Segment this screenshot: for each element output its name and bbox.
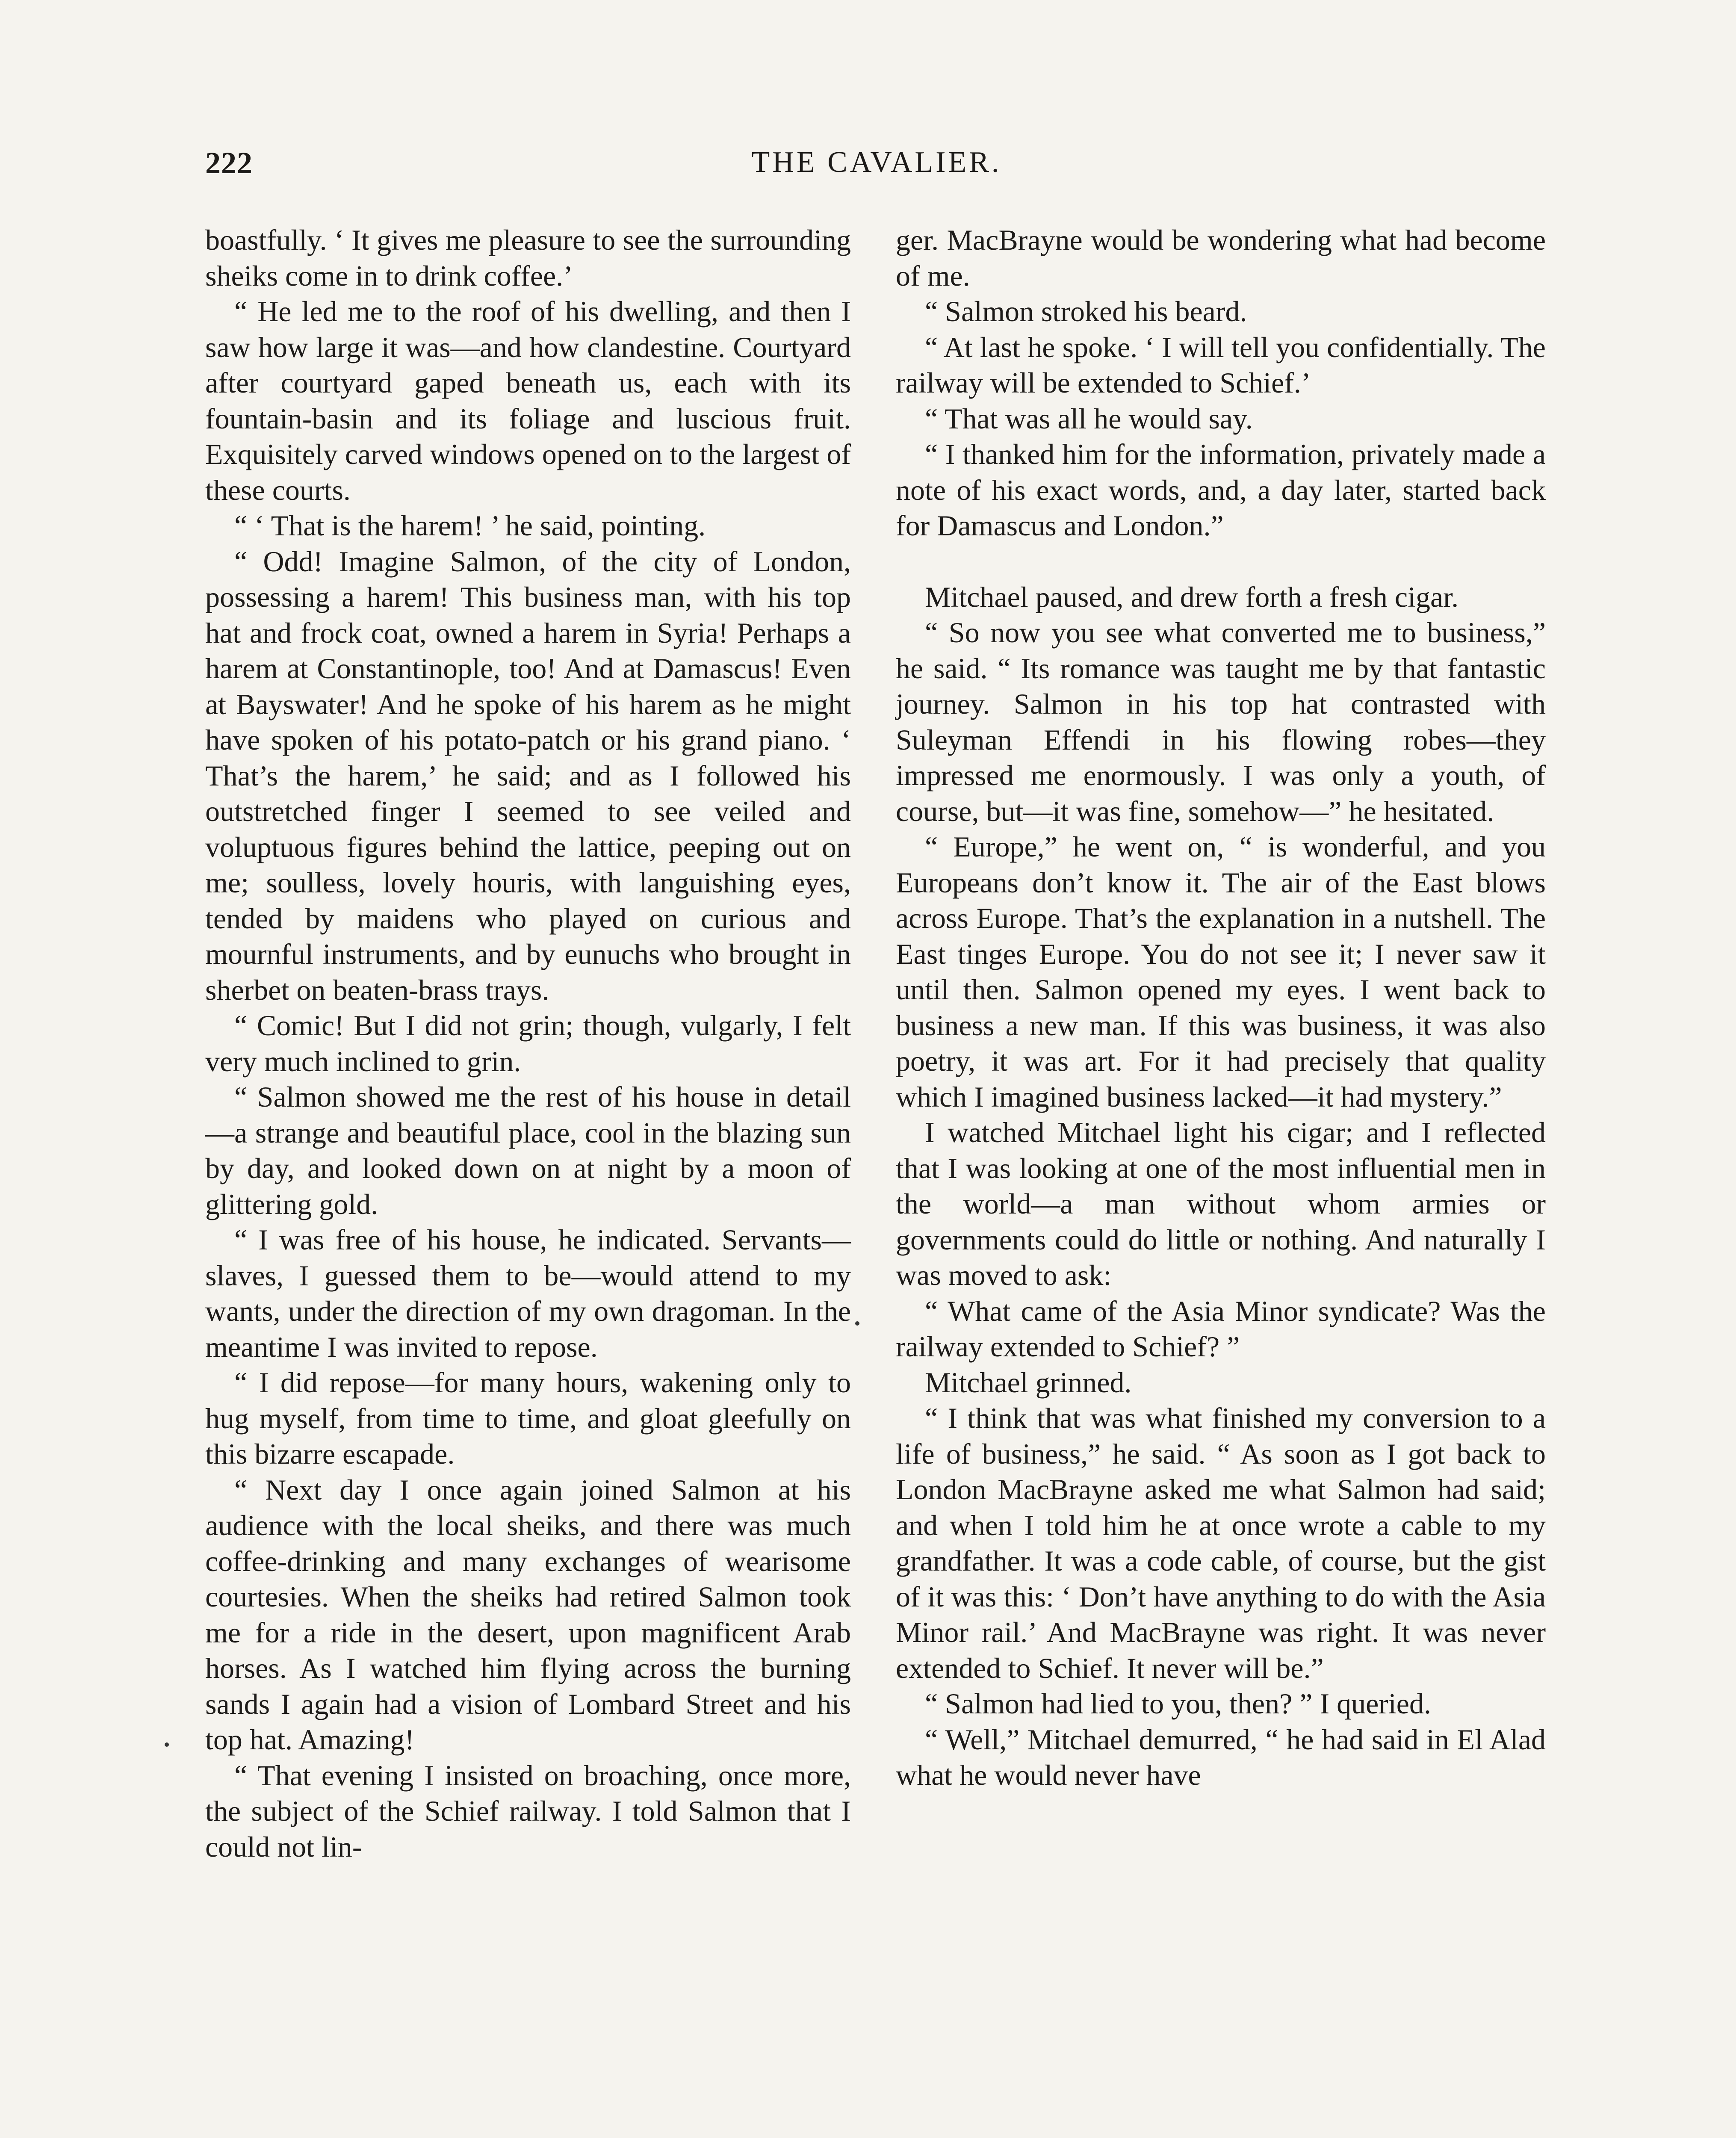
running-title: THE CAVALIER.	[751, 146, 1002, 179]
paragraph: “ I think that was what finished my conversion to a life of business,” he said. “ As soon as I got back to London MacBrayne asked me what Salmon had said; and when I told him he at once wrote a cable to my grandfather. It was a code cable, of course, but the gist of it was this: ‘ Don’t have anything to do with the Asia Minor rail.’ And MacBrayne was right. It was never extended to Schief. It never will be.”	[896, 1402, 1546, 1684]
paragraph: Mitchael grinned.	[925, 1366, 1132, 1399]
paragraph: I watched Mitchael light his cigar; and I reflected that I was looking at one of the most influential men in the world—a man without whom armies or governments could do little or nothing. And naturally I was moved to ask:	[896, 1116, 1546, 1291]
paragraph: boastfully. ‘ It gives me pleasure to see the surrounding sheiks come in to drink coffee.’	[205, 224, 851, 292]
paragraph: “ Salmon had lied to you, then? ” I queried.	[925, 1687, 1431, 1720]
paragraph: “ So now you see what converted me to business,” he said. “ Its romance was taught me by that fantastic journey. Salmon in his top hat contrasted with Suleyman Effendi in his flowing robes—they impressed me enormously. I was only a youth, of course, but—it was fine, somehow—” he hesitated.	[896, 616, 1546, 827]
paragraph: “ At last he spoke. ‘ I will tell you confidentially. The railway will be extended to Schief.’	[896, 331, 1546, 399]
margin-speck	[165, 1742, 169, 1747]
paragraph: “ Odd! Imagine Salmon, of the city of London, possessing a harem! This business man, with his top hat and frock coat, owned a harem in Syria! Perhaps a harem at Constantinople, too! And at Damascus! Even at Bayswater! And he spoke of his harem as he might have spoken of his potato-patch or his grand piano. ‘ That’s the harem,’ he said; and as I followed his outstretched finger I seemed to see veiled and voluptuous figures behind the lattice, peeping out on me; soulless, lovely houris, with languishing eyes, tended by maidens who played on curious and mournful instruments, and by eunuchs who brought in sherbet on beaten-brass trays.	[205, 545, 851, 1006]
paragraph: “ Well,” Mitchael demurred, “ he had said in El Alad what he would never have	[896, 1723, 1546, 1791]
left-column	[205, 222, 851, 1865]
paragraph: “ That was all he would say.	[925, 402, 1253, 435]
paragraph: “ Salmon showed me the rest of his house in detail—a strange and beautiful place, cool in the blazing sun by day, and looked down on at night by a moon of glittering gold.	[205, 1081, 851, 1220]
paragraph: “ I was free of his house, he indicated. Servants—slaves, I guessed them to be—would attend to my wants, under the direction of my own dragoman. In the meantime I was invited to repose.	[205, 1223, 851, 1363]
page-number: 222	[205, 146, 253, 180]
page-header	[205, 145, 1548, 192]
paragraph: “ That evening I insisted on broaching, once more, the subject of the Schief railway. I told Salmon that I could not lin-	[205, 1759, 851, 1863]
paragraph: “ He led me to the roof of his dwelling, and then I saw how large it was—and how clandestine. Courtyard after courtyard gaped beneath us, each with its fountain-basin and its foliage and luscious fruit. Exquisitely carved windows opened on to the largest of these courts.	[205, 295, 851, 506]
right-column	[896, 222, 1546, 1793]
paragraph: “ Salmon stroked his beard.	[925, 295, 1247, 328]
paragraph: “ Europe,” he went on, “ is wonderful, and you Europeans don’t know it. The air of the East blows across Europe. That’s the explanation in a nutshell. The East tinges Europe. You do not see it; I never saw it until then. Salmon opened my eyes. I went back to business a new man. If this was business, it was also poetry, it was art. For it had precisely that quality which I imagined business lacked—it had mystery.”	[896, 830, 1546, 1113]
paragraph: “ I did repose—for many hours, wakening only to hug myself, from time to time, and gloat gleefully on this bizarre escapade.	[205, 1366, 851, 1470]
paragraph: “ Next day I once again joined Salmon at his audience with the local sheiks, and there was much coffee-drinking and many exchanges of wearisome courtesies. When the sheiks had retired Salmon took me for a ride in the desert, upon magnificent Arab horses. As I watched him flying across the burning sands I again had a vision of Lombard Street and his top hat. Amazing!	[205, 1473, 851, 1756]
paragraph: “ I thanked him for the information, privately made a note of his exact words, and, a day later, started back for Damascus and London.”	[896, 438, 1546, 542]
paragraph: ger. MacBrayne would be wondering what had become of me.	[896, 224, 1546, 292]
paragraph: “ ‘ That is the harem! ’ he said, pointing.	[234, 509, 706, 542]
paragraph: “ What came of the Asia Minor syndicate? Was the railway extended to Schief? ”	[896, 1294, 1546, 1363]
paragraph: Mitchael paused, and drew forth a fresh cigar.	[925, 580, 1459, 613]
margin-speck	[855, 1321, 859, 1326]
paragraph: “ Comic! But I did not grin; though, vulgarly, I felt very much inclined to grin.	[205, 1009, 851, 1078]
